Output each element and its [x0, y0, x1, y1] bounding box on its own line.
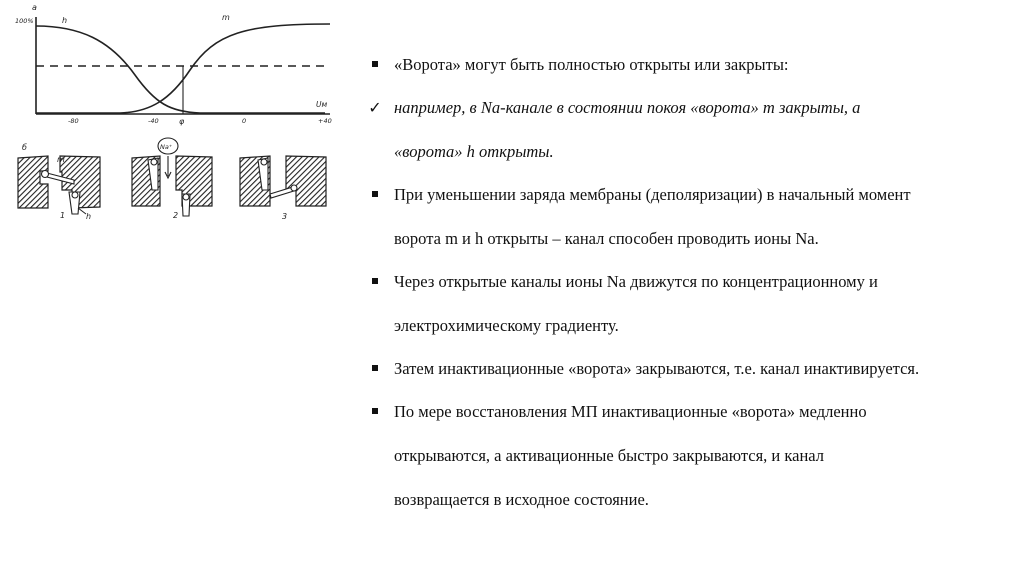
channel-1: [18, 155, 100, 221]
bullet-6-line-1: По мере восстановления МП инактивационные «ворота» медленно: [394, 402, 867, 421]
gating-figure: [0, 0, 360, 250]
panel-label: б: [22, 143, 27, 152]
bullet-square-icon: [366, 347, 384, 391]
bullet-2-line-2: «ворота» h открыты.: [394, 142, 554, 161]
bullet-4-line-2: электрохимическому градиенту.: [394, 316, 619, 335]
checkmark-icon: ✓: [368, 98, 382, 117]
bullet-5-line-1: Затем инактивационные «ворота» закрываются, т.е. канал инактивируется.: [394, 359, 920, 378]
bullet-square-icon: [366, 173, 384, 217]
bullet-1-line-1: «Ворота» могут быть полностью открыты или закрыты:: [394, 55, 789, 74]
h-curve: [36, 26, 328, 113]
bullet-square-icon: [366, 260, 384, 304]
bullet-square-icon: [366, 43, 384, 87]
bullet-4-line-1: Через открытые каналы ионы Na движутся по концентрационному и: [394, 272, 878, 291]
x-tick-4: +40: [318, 117, 332, 125]
channel-1-number: 1: [60, 211, 66, 220]
bullet-2: [366, 86, 1016, 174]
channel-2-number: 2: [173, 211, 179, 220]
bullet-5: [366, 347, 1016, 391]
bullet-1: [366, 43, 1016, 87]
gating-graph: [15, 3, 332, 126]
x-tick-0: -80: [68, 117, 79, 125]
gating-diagram: [0, 0, 360, 250]
channel-2: [132, 138, 212, 220]
bullet-3-line-2: ворота m и h открыты – канал способен проводить ионы Na.: [394, 229, 819, 248]
x-axis-label: Uм: [316, 100, 328, 109]
bullet-6-line-3: возвращается в исходное состояние.: [394, 490, 649, 509]
bullet-4: [366, 260, 1016, 348]
channel-states: [18, 138, 326, 221]
bullet-6-line-2: открываются, а активационные быстро закрываются, и канал: [394, 446, 824, 465]
gate-h-label: h: [86, 212, 92, 221]
bullet-3-line-1: При уменьшении заряда мембраны (деполяризации) в начальный момент: [394, 185, 911, 204]
y-axis-label: a: [32, 3, 37, 12]
x-tick-3: 0: [242, 117, 247, 125]
bullet-2-line-1: например, в Na-канале в состоянии покоя «ворота» m закрыты, а: [394, 98, 861, 117]
ion-label: Na⁺: [160, 143, 173, 151]
channel-3: [240, 156, 326, 221]
x-tick-1: -40: [148, 117, 159, 125]
bullet-6: [366, 390, 1016, 522]
h-curve-label: h: [62, 16, 68, 25]
m-curve-label: m: [222, 13, 230, 22]
bullet-square-icon: [366, 390, 384, 434]
gate-m-label: m: [57, 155, 65, 164]
bullet-list: [366, 44, 1016, 522]
x-tick-2: φ: [179, 117, 185, 126]
y-top-tick: 100%: [15, 17, 34, 25]
channel-3-number: 3: [282, 212, 288, 221]
bullet-3: [366, 173, 1016, 261]
